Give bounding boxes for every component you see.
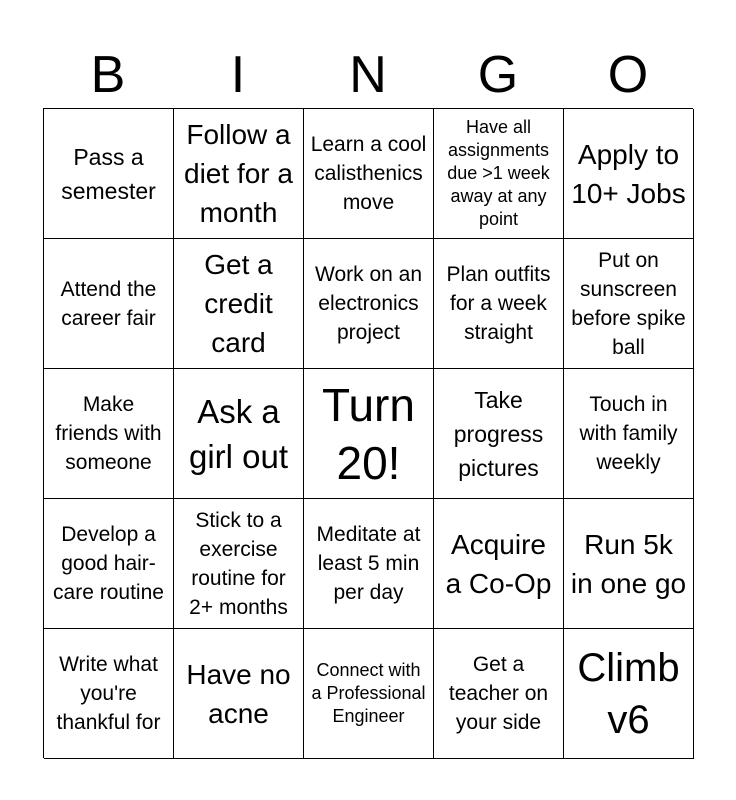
cell-text: Follow a diet for a month <box>184 119 293 228</box>
cell-text: Make friends with someone <box>55 393 162 474</box>
cell-text: Take progress pictures <box>453 386 544 481</box>
bingo-cell[interactable] <box>304 629 434 759</box>
bingo-cell[interactable] <box>564 239 694 369</box>
bingo-cell[interactable] <box>434 499 564 629</box>
header-letter-g: G <box>477 46 519 104</box>
header-letter-b: B <box>90 46 126 104</box>
cell-text: Connect with a Professional Engineer <box>311 660 426 726</box>
cell-text: Attend the career fair <box>60 277 157 330</box>
free-space-cell[interactable] <box>304 369 434 499</box>
cell-text: Write what you're thankful for <box>56 653 161 734</box>
bingo-cell[interactable] <box>174 629 304 759</box>
cell-text: Pass a semester <box>61 143 156 204</box>
cell-text: Get a credit card <box>204 249 273 358</box>
bingo-cell[interactable] <box>44 109 174 239</box>
bingo-cell[interactable] <box>174 239 304 369</box>
cell-text: Run 5k in one go <box>570 528 687 599</box>
bingo-cell[interactable] <box>304 499 434 629</box>
cell-text: Meditate at least 5 min per day <box>316 523 421 604</box>
cell-text: Have all assignments due >1 week away at any point <box>447 117 550 229</box>
cell-text: Develop a good hair-care routine <box>53 523 164 604</box>
bingo-cell[interactable] <box>434 629 564 759</box>
cell-text: Acquire a Co-Op <box>445 528 552 599</box>
bingo-cell[interactable] <box>174 109 304 239</box>
bingo-header <box>43 42 693 108</box>
cell-text: Plan outfits for a week straight <box>446 263 551 344</box>
bingo-cell[interactable] <box>44 499 174 629</box>
bingo-cell[interactable] <box>44 629 174 759</box>
bingo-cell[interactable] <box>174 369 304 499</box>
cell-text: Climb v6 <box>577 645 680 742</box>
bingo-board <box>43 108 693 758</box>
cell-text: Put on sunscreen before spike ball <box>571 248 686 359</box>
cell-text: Turn 20! <box>322 378 415 489</box>
cell-text: Learn a cool calisthenics move <box>310 133 427 214</box>
bingo-cell[interactable] <box>44 239 174 369</box>
bingo-cell[interactable] <box>434 109 564 239</box>
cell-text: Stick to a exercise routine for 2+ months <box>189 508 288 619</box>
cell-text: Touch in with family weekly <box>579 393 678 474</box>
bingo-cell[interactable] <box>434 239 564 369</box>
bingo-cell[interactable] <box>174 499 304 629</box>
cell-text: Ask a girl out <box>188 392 289 475</box>
bingo-cell[interactable] <box>564 499 694 629</box>
bingo-cell[interactable] <box>304 109 434 239</box>
cell-text: Work on an electronics project <box>315 263 422 344</box>
header-letter-i: I <box>230 46 246 104</box>
cell-text: Get a teacher on your side <box>448 653 549 734</box>
bingo-cell[interactable] <box>564 369 694 499</box>
cell-text: Have no acne <box>186 658 291 729</box>
bingo-cell[interactable] <box>564 629 694 759</box>
bingo-cell[interactable] <box>44 369 174 499</box>
header-letter-n: N <box>349 46 387 104</box>
header-letter-o: O <box>607 46 649 104</box>
bingo-cell[interactable] <box>434 369 564 499</box>
bingo-cell[interactable] <box>304 239 434 369</box>
bingo-cell[interactable] <box>564 109 694 239</box>
cell-text: Apply to 10+ Jobs <box>571 138 686 209</box>
